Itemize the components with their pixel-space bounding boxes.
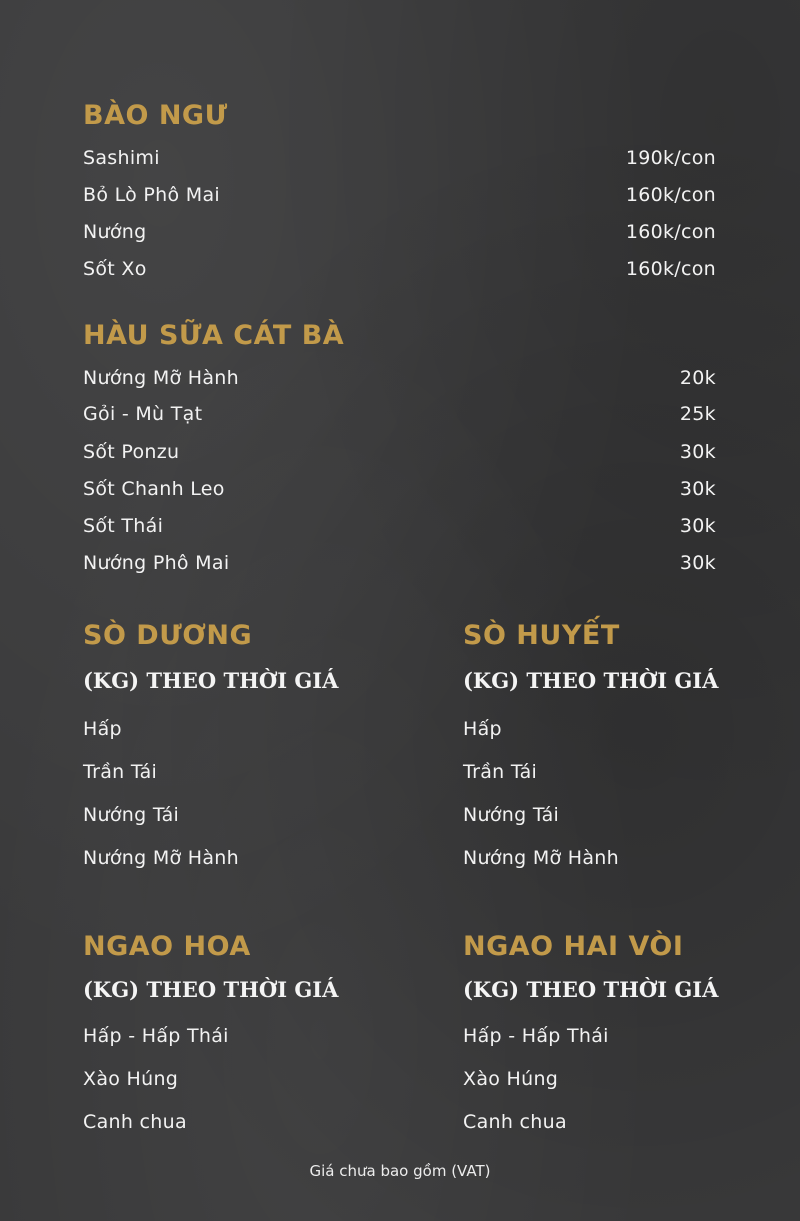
item-name: Sốt Thái	[83, 515, 164, 537]
item-name: Nướng Mỡ Hành	[83, 367, 239, 389]
menu-item: Hấp - Hấp Thái	[83, 1025, 229, 1047]
item-price: 160k/con	[625, 258, 716, 280]
menu-item: Xào Húng	[83, 1068, 179, 1090]
item-name: Sốt Ponzu	[83, 441, 180, 463]
item-name: Sốt Chanh Leo	[83, 478, 225, 500]
section-title-ngao-hai-voi: NGAO HAI VÒI	[463, 931, 684, 962]
section-subtitle: (KG) THEO THỜI GIÁ	[463, 668, 719, 693]
menu-item: Hấp	[463, 718, 502, 740]
item-name: Sốt Xo	[83, 258, 147, 280]
section-title-ngao-hoa: NGAO HOA	[83, 931, 251, 962]
menu-row	[83, 146, 716, 170]
item-price: 25k	[679, 403, 716, 425]
menu-row	[83, 183, 716, 207]
menu-item: Trần Tái	[463, 761, 538, 783]
menu-item: Trần Tái	[83, 761, 158, 783]
item-name: Nướng	[83, 221, 147, 243]
menu-row	[83, 220, 716, 244]
section-title-bao-ngu: BÀO NGƯ	[83, 100, 228, 131]
menu-row	[83, 402, 716, 426]
menu-item: Hấp - Hấp Thái	[463, 1025, 609, 1047]
item-price: 160k/con	[625, 184, 716, 206]
item-name: Bỏ Lò Phô Mai	[83, 184, 220, 206]
item-price: 30k	[679, 441, 716, 463]
section-subtitle: (KG) THEO THỜI GIÁ	[83, 977, 339, 1002]
menu-row	[83, 514, 716, 538]
section-subtitle: (KG) THEO THỜI GIÁ	[463, 977, 719, 1002]
item-name: Gỏi - Mù Tạt	[83, 403, 203, 425]
menu-item: Xào Húng	[463, 1068, 559, 1090]
menu-item: Canh chua	[463, 1111, 567, 1133]
item-price: 30k	[679, 478, 716, 500]
section-subtitle: (KG) THEO THỜI GIÁ	[83, 668, 339, 693]
menu-row	[83, 440, 716, 464]
item-price: 190k/con	[625, 147, 716, 169]
menu-row	[83, 551, 716, 575]
menu-item: Nướng Tái	[463, 804, 560, 826]
item-price: 20k	[679, 367, 716, 389]
section-title-so-huyet: SÒ HUYẾT	[463, 620, 620, 651]
menu-row	[83, 477, 716, 501]
menu-item: Hấp	[83, 718, 122, 740]
menu-item: Canh chua	[83, 1111, 187, 1133]
item-price: 30k	[679, 515, 716, 537]
menu-item: Nướng Mỡ Hành	[83, 847, 239, 869]
menu-row	[83, 257, 716, 281]
menu-item: Nướng Tái	[83, 804, 180, 826]
menu-row	[83, 366, 716, 390]
item-name: Nướng Phô Mai	[83, 552, 230, 574]
item-price: 160k/con	[625, 221, 716, 243]
item-name: Sashimi	[83, 147, 160, 169]
section-title-hau-sua: HÀU SỮA CÁT BÀ	[83, 320, 345, 351]
vat-note: Giá chưa bao gồm (VAT)	[309, 1162, 491, 1180]
item-price: 30k	[679, 552, 716, 574]
menu-item: Nướng Mỡ Hành	[463, 847, 619, 869]
section-title-so-duong: SÒ DƯƠNG	[83, 620, 253, 651]
